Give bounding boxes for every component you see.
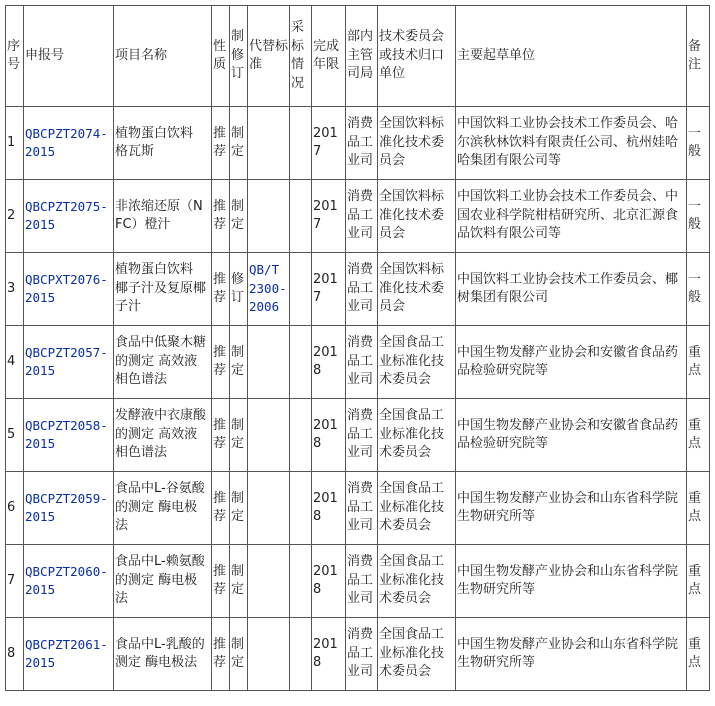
cell-replace — [248, 618, 290, 691]
cell-year: 2018 — [312, 545, 346, 618]
cell-no: 6 — [6, 472, 24, 545]
cell-name: 食品中L-赖氨酸的测定 酶电极法 — [114, 545, 212, 618]
cell-remark: 重点 — [687, 399, 710, 472]
cell-remark: 重点 — [687, 472, 710, 545]
cell-remark: 重点 — [687, 545, 710, 618]
cell-code-link[interactable]: QBCPZT2060-2015 — [24, 545, 114, 618]
cell-year: 2018 — [312, 618, 346, 691]
cell-drafter: 中国生物发酵产业协会和山东省科学院生物研究所等 — [456, 618, 687, 691]
cell-no: 5 — [6, 399, 24, 472]
cell-dept: 消费品工业司 — [346, 472, 378, 545]
cell-nature: 推荐 — [212, 545, 230, 618]
header-remark: 备注 — [687, 6, 710, 107]
cell-committee: 全国饮料标准化技术委员会 — [378, 253, 456, 326]
cell-nature: 推荐 — [212, 326, 230, 399]
cell-remark: 重点 — [687, 618, 710, 691]
cell-committee: 全国食品工业标准化技术委员会 — [378, 326, 456, 399]
cell-committee: 全国饮料标准化技术委员会 — [378, 107, 456, 180]
cell-remark: 重点 — [687, 326, 710, 399]
cell-replace — [248, 107, 290, 180]
cell-replace — [248, 399, 290, 472]
table-row — [6, 399, 710, 472]
cell-nature: 推荐 — [212, 399, 230, 472]
cell-adopt — [290, 472, 312, 545]
cell-replace: QB/T 2300-2006 — [248, 253, 290, 326]
cell-dept: 消费品工业司 — [346, 399, 378, 472]
cell-replace — [248, 326, 290, 399]
cell-name: 植物蛋白饮料 格瓦斯 — [114, 107, 212, 180]
cell-drafter: 中国生物发酵产业协会和山东省科学院生物研究所等 — [456, 545, 687, 618]
cell-remark: 一般 — [687, 107, 710, 180]
cell-code-link[interactable]: QBCPXT2076-2015 — [24, 253, 114, 326]
cell-code-link[interactable]: QBCPZT2059-2015 — [24, 472, 114, 545]
cell-name: 食品中L-谷氨酸的测定 酶电极法 — [114, 472, 212, 545]
cell-no: 7 — [6, 545, 24, 618]
cell-revision: 制定 — [230, 107, 248, 180]
cell-drafter: 中国饮料工业协会技术工作委员会、中国农业科学院柑桔研究所、北京汇源食品饮料有限公司等 — [456, 180, 687, 253]
cell-revision: 制定 — [230, 399, 248, 472]
cell-code-link[interactable]: QBCPZT2057-2015 — [24, 326, 114, 399]
table-row — [6, 326, 710, 399]
cell-year: 2018 — [312, 399, 346, 472]
cell-name: 植物蛋白饮料 椰子汁及复原椰子汁 — [114, 253, 212, 326]
cell-committee: 全国食品工业标准化技术委员会 — [378, 545, 456, 618]
cell-revision: 制定 — [230, 326, 248, 399]
cell-dept: 消费品工业司 — [346, 618, 378, 691]
cell-revision: 修订 — [230, 253, 248, 326]
cell-dept: 消费品工业司 — [346, 107, 378, 180]
cell-drafter: 中国生物发酵产业协会和安徽省食品药品检验研究院等 — [456, 399, 687, 472]
header-drafter: 主要起草单位 — [456, 6, 687, 107]
cell-no: 1 — [6, 107, 24, 180]
cell-name: 非浓缩还原（NFC）橙汁 — [114, 180, 212, 253]
standards-table — [5, 5, 710, 691]
cell-replace — [248, 545, 290, 618]
cell-year: 2018 — [312, 472, 346, 545]
table-row — [6, 618, 710, 691]
cell-year: 2017 — [312, 107, 346, 180]
cell-committee: 全国食品工业标准化技术委员会 — [378, 618, 456, 691]
cell-nature: 推荐 — [212, 253, 230, 326]
cell-drafter: 中国饮料工业协会技术工作委员会、哈尔滨秋林饮料有限责任公司、杭州娃哈哈集团有限公司等 — [456, 107, 687, 180]
cell-name: 发酵液中衣康酸的测定 高效液相色谱法 — [114, 399, 212, 472]
cell-revision: 制定 — [230, 545, 248, 618]
cell-drafter: 中国生物发酵产业协会和安徽省食品药品检验研究院等 — [456, 326, 687, 399]
cell-committee: 全国食品工业标准化技术委员会 — [378, 472, 456, 545]
header-name: 项目名称 — [114, 6, 212, 107]
header-committee: 技术委员会或技术归口单位 — [378, 6, 456, 107]
cell-revision: 制定 — [230, 472, 248, 545]
cell-nature: 推荐 — [212, 472, 230, 545]
header-no: 序号 — [6, 6, 24, 107]
cell-adopt — [290, 107, 312, 180]
cell-nature: 推荐 — [212, 180, 230, 253]
cell-drafter: 中国生物发酵产业协会和山东省科学院生物研究所等 — [456, 472, 687, 545]
cell-no: 3 — [6, 253, 24, 326]
cell-adopt — [290, 180, 312, 253]
cell-no: 2 — [6, 180, 24, 253]
header-year: 完成年限 — [312, 6, 346, 107]
cell-remark: 一般 — [687, 253, 710, 326]
table-row — [6, 472, 710, 545]
table-row — [6, 180, 710, 253]
cell-nature: 推荐 — [212, 618, 230, 691]
cell-code-link[interactable]: QBCPZT2061-2015 — [24, 618, 114, 691]
header-revision: 制修订 — [230, 6, 248, 107]
cell-revision: 制定 — [230, 180, 248, 253]
cell-code-link[interactable]: QBCPZT2074-2015 — [24, 107, 114, 180]
header-row — [6, 6, 710, 107]
cell-adopt — [290, 326, 312, 399]
cell-committee: 全国食品工业标准化技术委员会 — [378, 399, 456, 472]
header-replace: 代替标准 — [248, 6, 290, 107]
header-dept: 部内主管司局 — [346, 6, 378, 107]
cell-year: 2017 — [312, 253, 346, 326]
cell-revision: 制定 — [230, 618, 248, 691]
table-row — [6, 107, 710, 180]
cell-code-link[interactable]: QBCPZT2075-2015 — [24, 180, 114, 253]
cell-no: 4 — [6, 326, 24, 399]
cell-replace — [248, 472, 290, 545]
cell-no: 8 — [6, 618, 24, 691]
cell-replace — [248, 180, 290, 253]
cell-year: 2018 — [312, 326, 346, 399]
cell-dept: 消费品工业司 — [346, 545, 378, 618]
cell-name: 食品中低聚木糖的测定 高效液相色谱法 — [114, 326, 212, 399]
header-nature: 性质 — [212, 6, 230, 107]
cell-dept: 消费品工业司 — [346, 253, 378, 326]
cell-nature: 推荐 — [212, 107, 230, 180]
table-row — [6, 253, 710, 326]
cell-remark: 一般 — [687, 180, 710, 253]
header-code: 申报号 — [24, 6, 114, 107]
cell-year: 2017 — [312, 180, 346, 253]
cell-dept: 消费品工业司 — [346, 326, 378, 399]
cell-drafter: 中国饮料工业协会技术工作委员会、椰树集团有限公司 — [456, 253, 687, 326]
cell-adopt — [290, 253, 312, 326]
cell-code-link[interactable]: QBCPZT2058-2015 — [24, 399, 114, 472]
header-adopt: 采标情况 — [290, 6, 312, 107]
cell-adopt — [290, 618, 312, 691]
cell-dept: 消费品工业司 — [346, 180, 378, 253]
cell-committee: 全国饮料标准化技术委员会 — [378, 180, 456, 253]
cell-name: 食品中L-乳酸的测定 酶电极法 — [114, 618, 212, 691]
cell-adopt — [290, 545, 312, 618]
cell-adopt — [290, 399, 312, 472]
table-row — [6, 545, 710, 618]
